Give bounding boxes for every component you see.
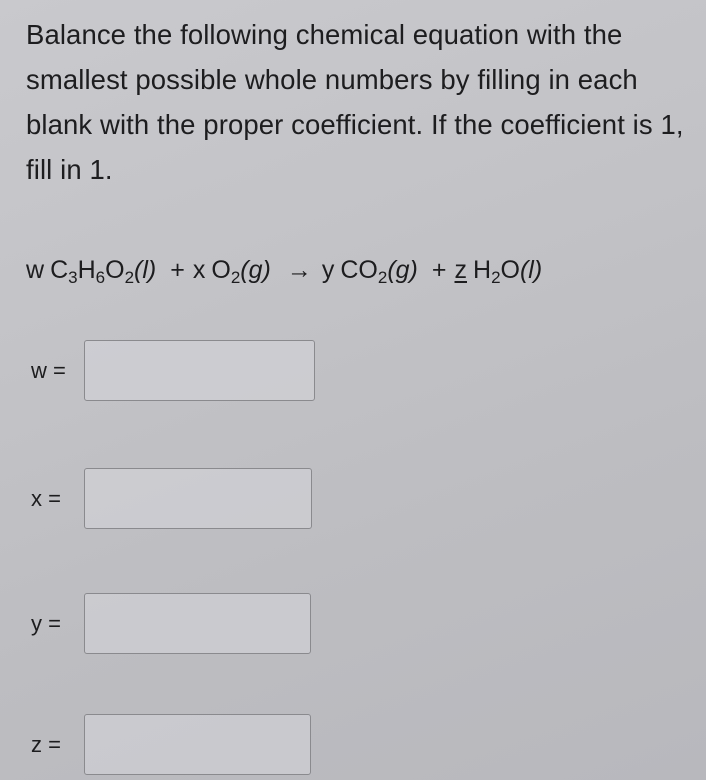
question-line-2: smallest possible whole numbers by filling in each — [26, 64, 638, 95]
question-line-1: Balance the following chemical equation with the — [26, 19, 623, 50]
question-line-4: fill in 1. — [26, 154, 113, 185]
answer-label-y: y = — [31, 610, 61, 636]
reaction-arrow-icon: → — [286, 256, 312, 284]
coefficient-y: y — [321, 256, 335, 284]
reactant-oxygen: $O_2(g)$ — [211, 256, 271, 287]
answer-row-x — [31, 468, 312, 529]
answer-label-w: w = — [31, 357, 66, 383]
answer-input-x[interactable] — [84, 468, 312, 529]
answer-input-y[interactable] — [84, 593, 311, 654]
reactant-propanoic-acid: $C_3H_6O_2(l)$ — [50, 256, 157, 287]
answer-label-z: z = — [31, 731, 61, 757]
product-water: $H_2O(l)$ — [473, 256, 543, 287]
product-carbon-dioxide: $CO_2(g)$ — [340, 256, 418, 287]
chemical-equation — [26, 250, 548, 290]
coefficient-z: z — [454, 256, 467, 284]
answer-row-z — [31, 714, 311, 775]
answer-input-z[interactable] — [84, 714, 311, 775]
coefficient-w: w — [26, 256, 45, 284]
question-text — [26, 12, 698, 192]
plus-sign: + — [170, 256, 185, 284]
question-line-3: blank with the proper coefficient. If the coefficient is 1, — [26, 109, 684, 140]
coefficient-x: x — [192, 256, 206, 284]
answer-row-y — [31, 593, 311, 654]
answer-label-x: x = — [31, 485, 61, 511]
answer-row-w — [31, 340, 315, 401]
plus-sign: + — [431, 256, 447, 284]
answer-input-w[interactable] — [84, 340, 315, 401]
